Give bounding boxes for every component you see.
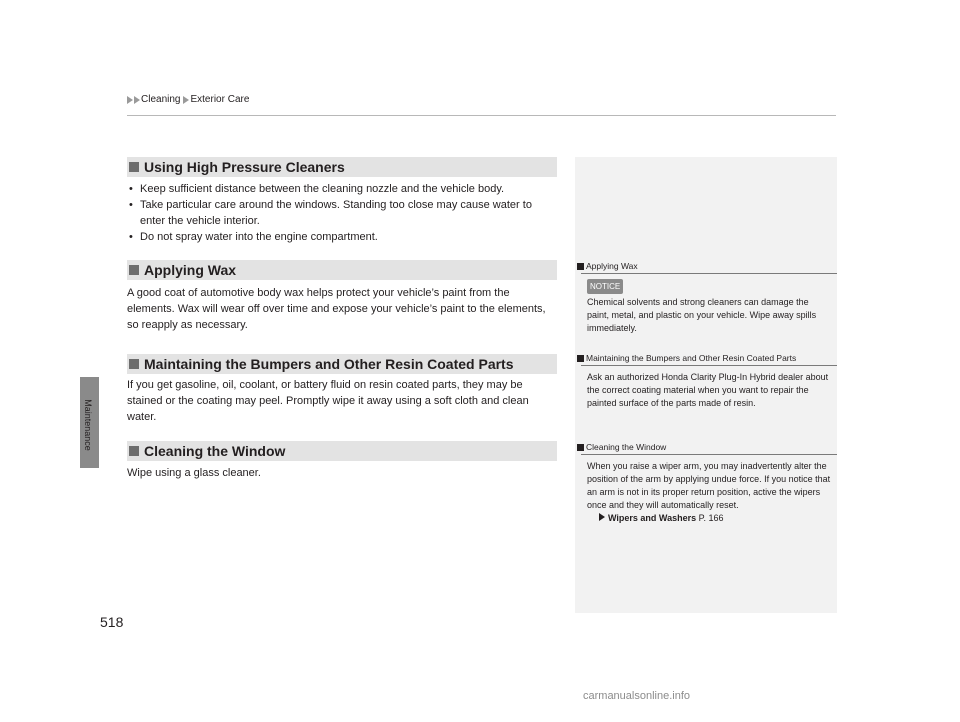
breadcrumb-item-cleaning[interactable]: Cleaning [141,94,181,105]
list-item: • Keep sufficient distance between the cleaning nozzle and the vehicle body. [127,181,559,197]
section-title: Using High Pressure Cleaners [144,159,345,175]
reference-page: P. 166 [698,513,724,523]
heading-square-icon [129,359,139,369]
breadcrumb-arrow-icon [183,96,189,104]
breadcrumb-arrow-icon [134,96,140,104]
note-marker-icon [577,355,584,362]
list-item: • Do not spray water into the engine compartment. [127,229,559,245]
section-title: Cleaning the Window [144,443,286,459]
bumpers-paragraph: If you get gasoline, oil, coolant, or battery fluid on resin coated parts, they may be stained or the coating may peel. Promptly wipe it away using a soft cloth and clean water. [127,379,529,423]
reference-title[interactable]: Wipers and Washers [608,513,697,523]
cross-reference-link[interactable] [599,512,832,525]
note-text: Ask an authorized Honda Clarity Plug-In Hybrid dealer about the correct coating material when you want to repair the painted surface of the parts made of resin. [587,372,829,408]
page-number: 518 [100,614,124,630]
note-window [575,440,837,525]
window-paragraph: Wipe using a glass cleaner. [127,467,261,479]
note-divider [581,273,837,274]
note-divider [581,365,837,366]
reference-arrow-icon [599,513,605,521]
section-title: Maintaining the Bumpers and Other Resin Coated Parts [144,356,514,372]
section-heading-window [127,441,557,461]
header-divider [127,115,836,116]
note-title: Maintaining the Bumpers and Other Resin Coated Parts [586,353,797,363]
note-marker-icon [577,444,584,451]
note-marker-icon [577,263,584,270]
note-divider [581,454,837,455]
note-title: Applying Wax [586,261,638,271]
notice-badge: NOTICE [587,279,623,294]
watermark: carmanualsonline.info [583,690,691,702]
note-wax [575,259,837,335]
note-text: Chemical solvents and strong cleaners can damage the paint, metal, and plastic on your vehicle. Wipe away spills immediately. [587,297,817,333]
section-heading-bumpers [127,354,557,374]
section-heading-high-pressure [127,157,557,177]
note-text: When you raise a wiper arm, you may inadvertently alter the position of the arm by applying undue force. If you notice that an arm is not in its proper return position, active the wipers once and they will automatically reset. [587,461,831,510]
high-pressure-list [127,181,559,245]
section-title: Applying Wax [144,262,237,278]
chapter-label: Maintenance [83,399,93,451]
note-title: Cleaning the Window [586,442,667,452]
heading-square-icon [129,446,139,456]
section-heading-wax [127,260,557,280]
breadcrumb-arrow-icon [127,96,133,104]
list-item: • Take particular care around the windows. Standing too close may cause water to enter the vehicle interior. [127,197,559,229]
heading-square-icon [129,265,139,275]
wax-paragraph: A good coat of automotive body wax helps protect your vehicle’s paint from the elements. Wax will wear off over time and expose your vehicle’s paint to the elements, so reapply as necessary. [127,287,546,331]
breadcrumb [127,94,252,105]
heading-square-icon [129,162,139,172]
breadcrumb-item-exterior-care[interactable]: Exterior Care [190,94,250,105]
note-bumpers [575,351,837,410]
